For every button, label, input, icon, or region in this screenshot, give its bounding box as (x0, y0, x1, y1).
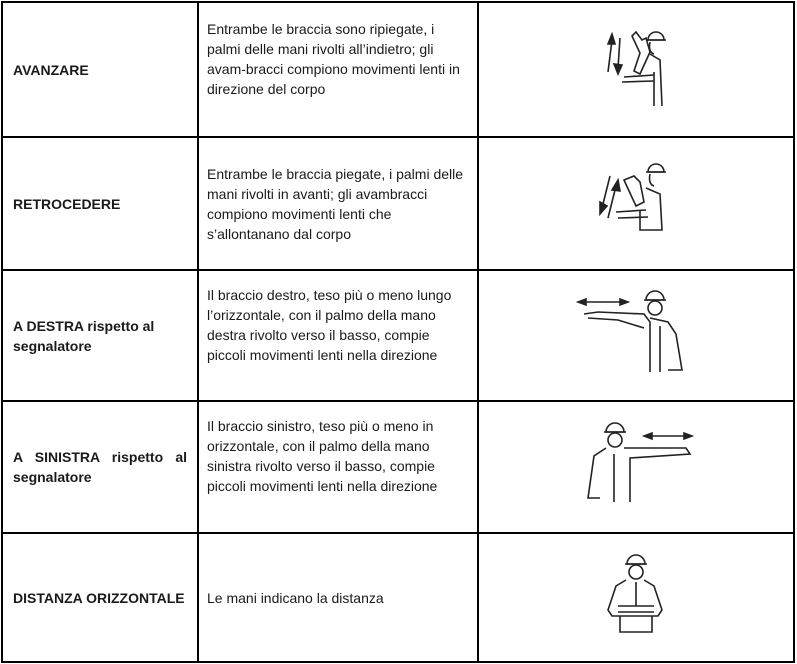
signal-description: Entrambe le braccia piegate, i palmi delle mani rivolti in avanti; gli avambracci compiono movimenti lenti che s’allontanano dal corpo (198, 137, 478, 270)
table-row (2, 533, 794, 662)
signals-table (1, 1, 795, 663)
signal-description: Il braccio sinistro, teso più o meno in orizzontale, con il palmo della mano sinistra rivolto verso il basso, compie piccoli movimenti lenti nella direzione (198, 401, 478, 533)
table-row (2, 2, 794, 137)
signal-description: Le mani indicano la distanza (198, 533, 478, 662)
table-row (2, 270, 794, 401)
signal-description: Entrambe le braccia sono ripiegate, i palmi delle mani rivolti all’indietro; gli avam-bracci compiono movimenti lenti in direzione del corpo (198, 2, 478, 137)
signal-label: DISTANZA ORIZZONTALE (2, 533, 198, 662)
signal-label: RETROCEDERE (2, 137, 198, 270)
signalman-distance-gesture-icon (596, 550, 676, 640)
signalman-left-gesture-icon (576, 420, 696, 510)
signalman-backward-gesture-icon (596, 156, 676, 246)
table-row (2, 137, 794, 270)
signalman-forward-gesture-icon (596, 22, 676, 112)
signal-label: A DESTRA rispetto al segnalatore (2, 270, 198, 401)
signal-label: AVANZARE (2, 2, 198, 137)
signalman-right-gesture-icon (576, 288, 696, 378)
table-row (2, 401, 794, 533)
signal-label: A SINISTRA rispetto al segnalatore (2, 401, 198, 533)
signal-description: Il braccio destro, teso più o meno lungo l’orizzontale, con il palmo della mano destra rivolto verso il basso, compie piccoli movimenti lenti nella direzione (198, 270, 478, 401)
